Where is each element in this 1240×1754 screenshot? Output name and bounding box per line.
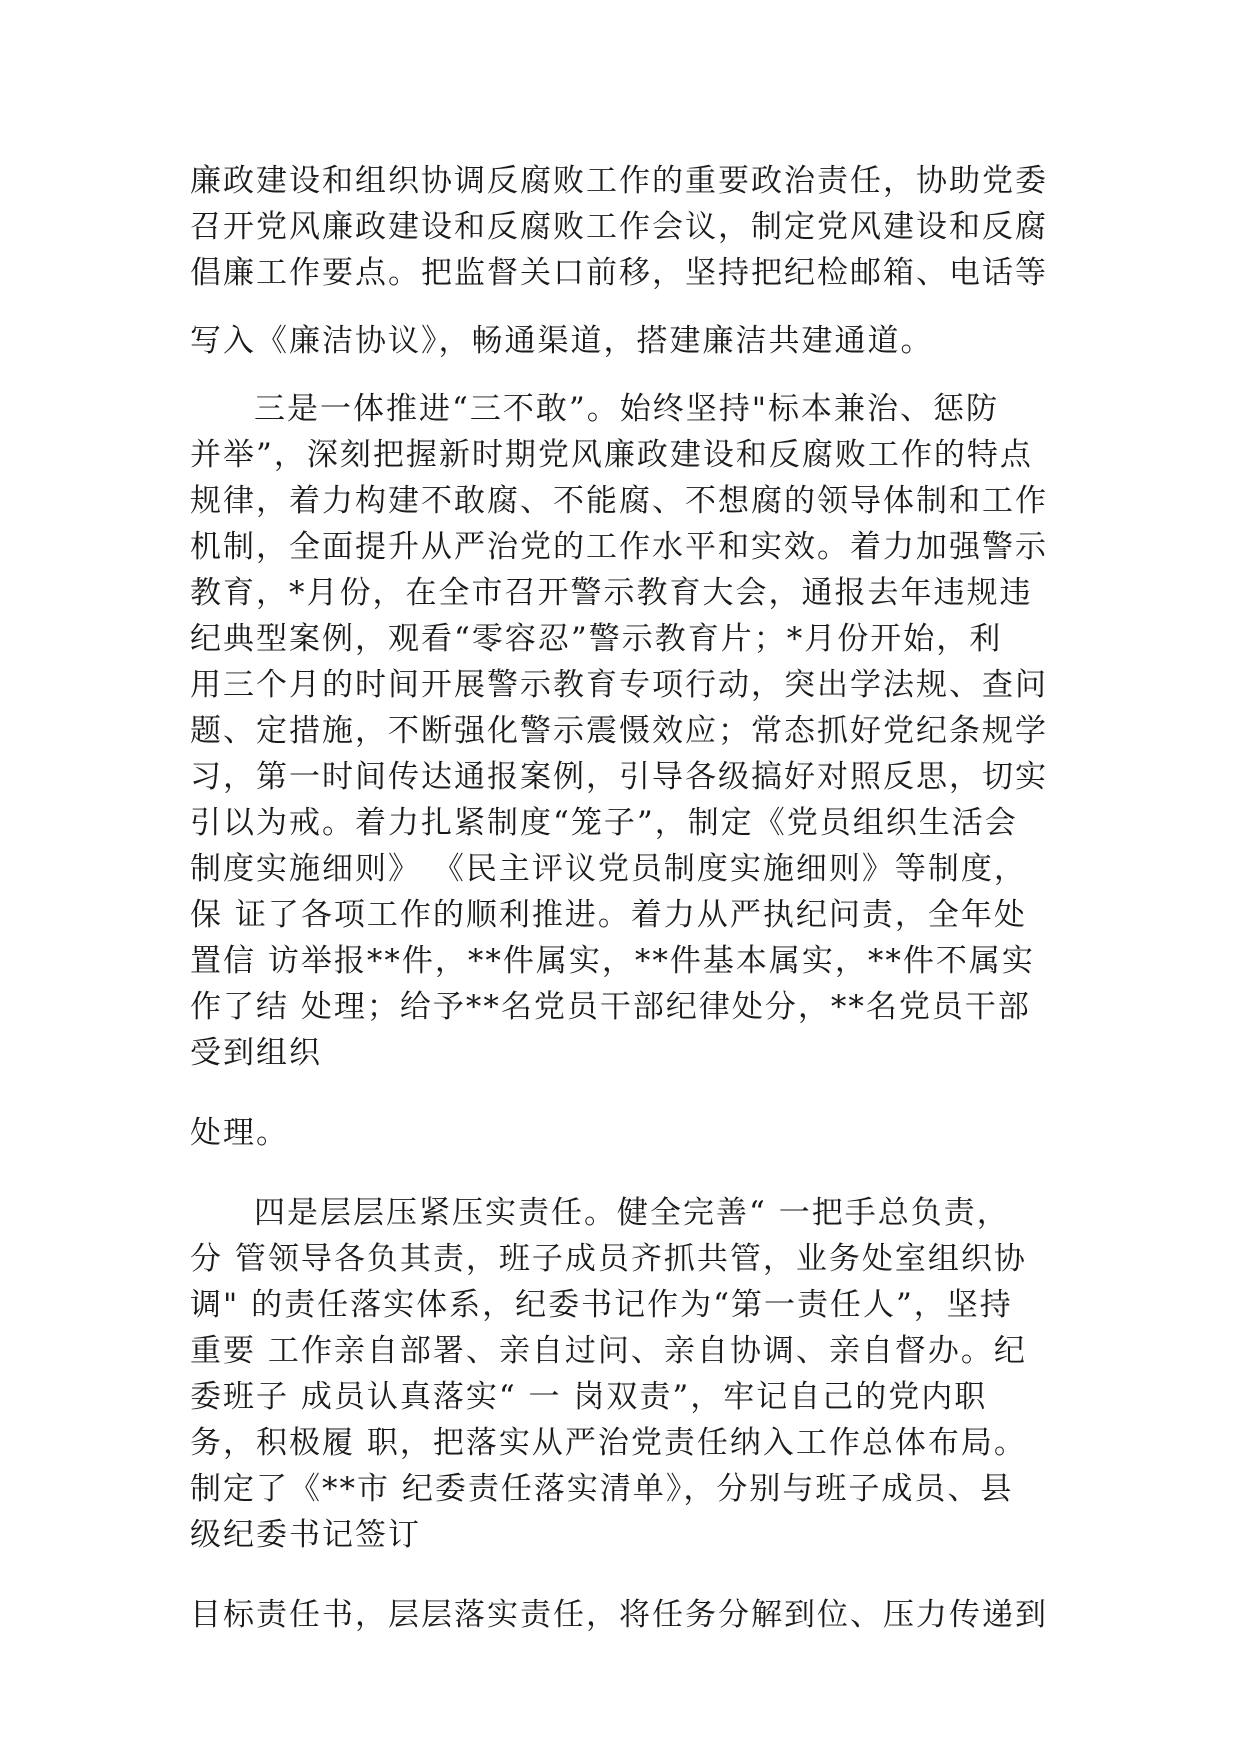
text-line: 召开党风廉政建设和反腐败工作会议，制定党风建设和反腐 — [190, 209, 1048, 245]
text-line: 级纪委书记签订 — [190, 1517, 421, 1553]
text-line: 写入《廉洁协议》，畅通渠道，搭建廉洁共建通道。 — [190, 323, 934, 359]
text-line: 题、定措施，不断强化警示震慑效应；常态抓好党纪条规学 — [190, 713, 1048, 749]
text-line: 引以为戒。着力扎紧制度“笼子”，制定《党员组织生活会 — [190, 805, 1018, 841]
text-line: 重要 工作亲自部署、亲自过问、亲自协调、亲自督办。纪 — [190, 1333, 1027, 1369]
text-line: 教育，*月份，在全市召开警示教育大会，通报去年违规违 — [190, 575, 1033, 611]
paragraph-start-line: 四是层层压紧压实责任。健全完善“ 一把手总负责， — [254, 1195, 1010, 1231]
text-line: 目标责任书，层层落实责任，将任务分解到位、压力传递到 — [190, 1597, 1048, 1633]
text-line: 务，积极履 职，把落实从严治党责任纳入工作总体布局。 — [190, 1425, 1027, 1461]
text-line: 用三个月的时间开展警示教育专项行动，突出学法规、查问 — [190, 667, 1048, 703]
text-line: 并举”，深刻把握新时期党风廉政建设和反腐败工作的特点 — [190, 437, 1033, 473]
text-line: 机制，全面提升从严治党的工作水平和实效。着力加强警示 — [190, 529, 1048, 565]
text-line: 调" 的责任落实体系，纪委书记作为“第一责任人”，坚持 — [190, 1287, 1013, 1323]
text-line: 制度实施细则》 《民主评议党员制度实施细则》等制度， — [190, 851, 1027, 887]
document-body — [190, 158, 1050, 1638]
text-line: 规律，着力构建不敢腐、不能腐、不想腐的领导体制和工作 — [190, 483, 1048, 519]
text-line: 倡廉工作要点。把监督关口前移，坚持把纪检邮箱、电话等 — [190, 255, 1048, 291]
paragraph-start-line: 三是一体推进“三不敢”。始终坚持"标本兼治、惩防 — [254, 391, 999, 427]
text-line: 保 证了各项工作的顺利推进。着力从严执纪问责，全年处 — [190, 897, 1027, 933]
text-line: 作了结 处理；给予**名党员干部纪律处分，**名党员干部 — [190, 989, 1031, 1025]
text-line: 受到组织 — [190, 1035, 322, 1071]
text-line: 委班子 成员认真落实“ 一 岗双责”，牢记自己的党内职 — [190, 1379, 988, 1415]
text-line: 习，第一时间传达通报案例，引导各级搞好对照反思，切实 — [190, 759, 1048, 795]
text-line: 置信 访举报**件，**件属实，**件基本属实，**件不属实 — [190, 943, 1035, 979]
text-line: 处理。 — [190, 1115, 289, 1151]
text-line: 制定了《**市 纪委责任落实清单》，分别与班子成员、县 — [190, 1471, 1014, 1507]
text-line: 纪典型案例，观看“零容忍”警示教育片；*月份开始，利 — [190, 621, 1003, 657]
text-line: 分 管领导各负其责，班子成员齐抓共管，业务处室组织协 — [190, 1241, 1027, 1277]
text-line: 廉政建设和组织协调反腐败工作的重要政治责任，协助党委 — [190, 163, 1048, 199]
